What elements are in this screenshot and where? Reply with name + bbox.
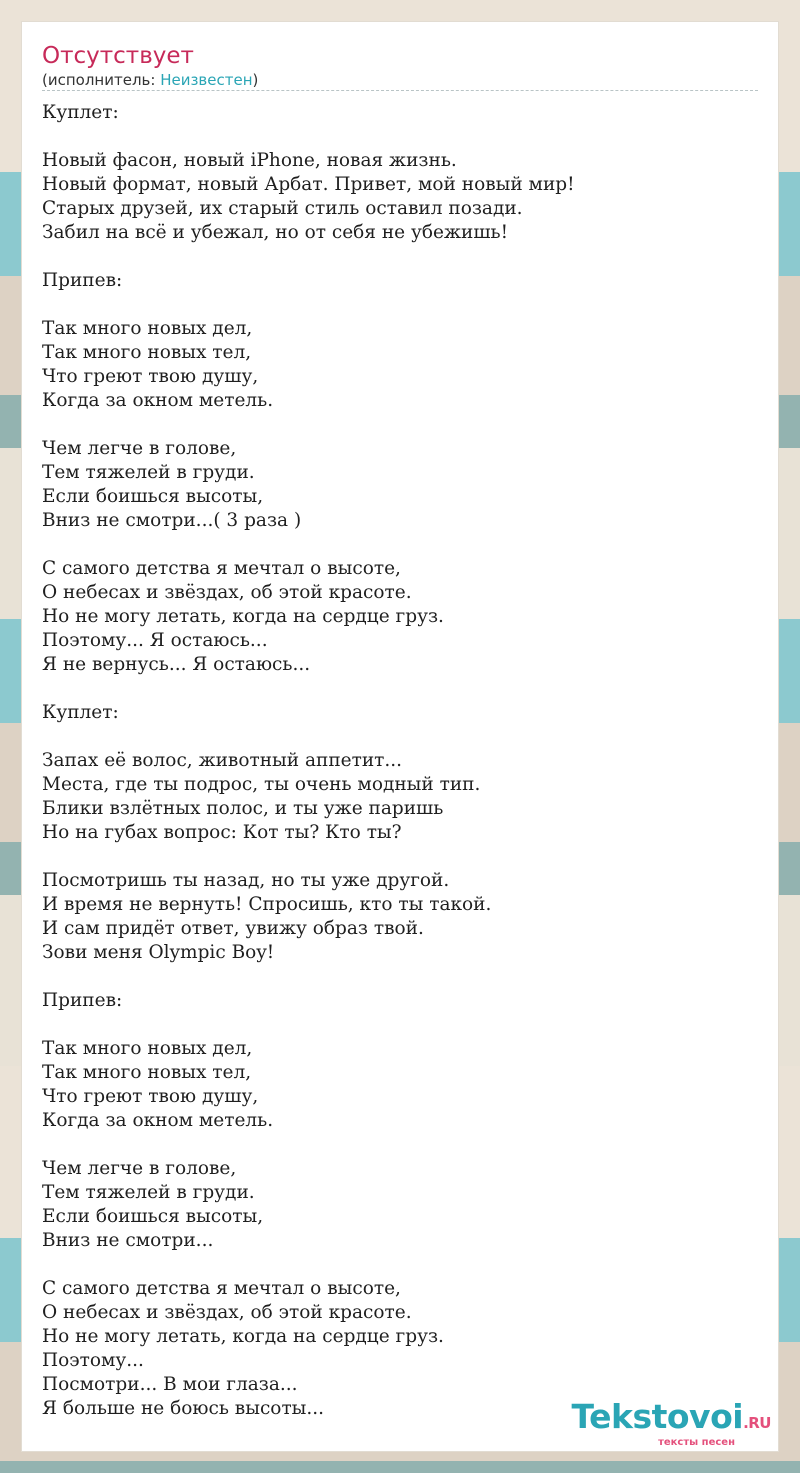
lyrics-text: Куплет: Новый фасон, новый iPhone, новая жизнь. Новый формат, новый Арбат. Привет, мой новый мир! Старых друзей, их старый стиль оставил позади. Забил на всё и убежал, но от себя не убежишь! Припев: Так много новых дел, Так много новых тел, Что греют твою душу, Когда за окном метель. Чем легче в голове, Тем тяжелей в груди. Если боишься высоты, Вниз не смотри...( 3 раза ) С самого детства я мечтал о высоте, О небесах и звёздах, об этой красоте. Но не могу летать, когда на сердце груз. Поэтому... Я остаюсь... Я не вернусь... Я остаюсь... Куплет: Запах её волос, животный аппетит... Места, где ты подрос, ты очень модный тип. Блики взлётных полос, и ты уже паришь Но на губах вопрос: Кот ты? Кто ты? Посмотришь ты назад, но ты уже другой. И время не вернуть! Спросишь, кто ты такой. И сам придёт ответ, увижу образ твой. Зови меня Olympic Boy! Припев: Так много новых дел, Так много новых тел, Что греют твою душу, Когда за окном метель. Чем легче в голове, Тем тяжелей в груди. Если боишься высоты, Вниз не смотри... С самого детства я мечтал о высоте, О небесах и звёздах, об этой красоте. Но не могу летать, когда на сердце груз. Поэтому... Посмотри... В мои глаза... Я больше не боюсь высоты... xyxy=(42,102,575,1419)
artist-link[interactable]: Неизвестен xyxy=(160,71,253,89)
logo-wordmark xyxy=(572,1399,771,1441)
artist-prefix: (исполнитель: xyxy=(42,71,161,89)
site-logo[interactable] xyxy=(572,1399,771,1449)
song-title: Отсутствует xyxy=(42,43,194,69)
artist-suffix: ) xyxy=(252,71,259,89)
logo-name: Tekstovoi xyxy=(571,1397,744,1436)
logo-tagline: тексты песен xyxy=(658,1437,735,1448)
artist-line xyxy=(42,71,258,89)
logo-tld: .RU xyxy=(743,1414,771,1432)
lyrics-card xyxy=(22,22,778,1451)
title-divider xyxy=(42,90,758,91)
